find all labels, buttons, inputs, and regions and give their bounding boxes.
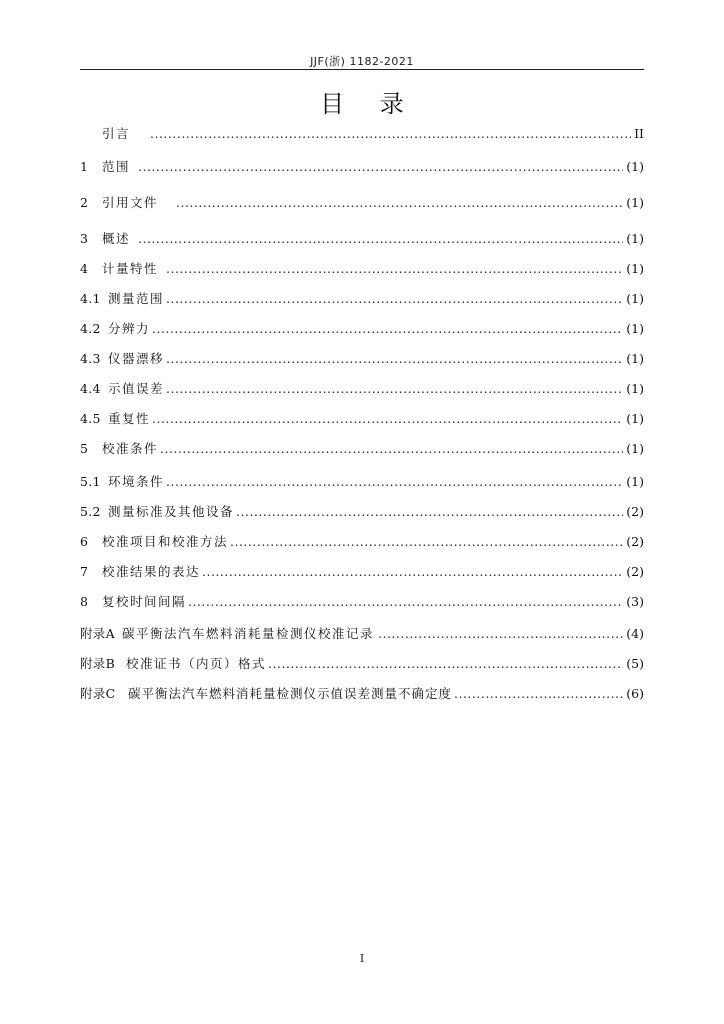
toc-leader-dots [378, 626, 623, 642]
toc-entry-page: (1) [626, 411, 644, 426]
toc-leader-dots [236, 504, 623, 520]
toc-entry-1[interactable] [80, 159, 644, 175]
toc-entry-page: (1) [626, 381, 644, 396]
toc-entry-5-2[interactable] [80, 504, 644, 520]
toc-entry-title: 重复性 [108, 411, 151, 426]
toc-leader-dots [268, 656, 623, 672]
toc-leader-dots [150, 126, 631, 142]
toc-entry-introduction[interactable] [80, 126, 644, 142]
toc-entry-number: 4.4 [80, 381, 101, 396]
toc-entry-title: 校准证书（内页）格式 [126, 656, 267, 671]
toc-entry-number: 5.1 [80, 474, 101, 489]
toc-leader-dots [176, 195, 623, 211]
toc-entry-5[interactable] [80, 441, 644, 457]
toc-entry-title: 测量范围 [108, 291, 165, 306]
toc-entry-appendix-a[interactable] [80, 626, 644, 642]
toc-entry-number: 6 [80, 534, 89, 549]
toc-entry-title: 碳平衡法汽车燃料消耗量检测仪校准记录 [122, 626, 375, 641]
toc-entry-number: 5.2 [80, 504, 101, 519]
toc-entry-title: 校准结果的表达 [102, 564, 201, 579]
toc-entry-4-4[interactable] [80, 381, 644, 397]
toc-entry-6[interactable] [80, 534, 644, 550]
toc-entry-title: 范围 [102, 159, 131, 174]
toc-leader-dots [454, 686, 623, 702]
toc-entry-page: (4) [626, 626, 644, 641]
toc-entry-number: 2 [80, 195, 89, 210]
toc-entry-page: (1) [626, 351, 644, 366]
toc-entry-8[interactable] [80, 594, 644, 610]
toc-entry-page: (2) [626, 504, 644, 519]
toc-leader-dots [166, 474, 623, 490]
toc-entry-4-1[interactable] [80, 291, 644, 307]
toc-entry-page: (3) [626, 594, 644, 609]
toc-entry-number: 3 [80, 231, 89, 246]
toc-entry-4-3[interactable] [80, 351, 644, 367]
toc-leader-dots [152, 321, 623, 337]
toc-entry-page: (1) [626, 474, 644, 489]
toc-entry-title: 测量标准及其他设备 [108, 504, 235, 519]
toc-leader-dots [138, 231, 623, 247]
toc-entry-4-5[interactable] [80, 411, 644, 427]
page-number: I [359, 952, 365, 965]
toc-leader-dots [230, 534, 623, 550]
toc-entry-page: (5) [626, 656, 644, 671]
toc-entry-number: 4.1 [80, 291, 101, 306]
toc-entry-title: 仪器漂移 [108, 351, 165, 366]
toc-leader-dots [202, 564, 623, 580]
toc-entry-number: 8 [80, 594, 89, 609]
toc-entry-title: 复校时间间隔 [102, 594, 187, 609]
toc-leader-dots [166, 351, 623, 367]
toc-entry-appendix-b[interactable] [80, 656, 644, 672]
toc-entry-number: 1 [80, 159, 89, 174]
toc-entry-number: 附录B [80, 656, 116, 671]
toc-entry-page: (2) [626, 564, 644, 579]
header-rule [80, 69, 644, 70]
toc-entry-number: 附录C [80, 686, 116, 701]
toc-entry-number: 4.2 [80, 321, 101, 336]
toc-entry-number: 4.5 [80, 411, 101, 426]
toc-entry-page: (1) [626, 291, 644, 306]
toc-leader-dots [138, 159, 623, 175]
toc-entry-page: (1) [626, 441, 644, 456]
toc-leader-dots [152, 411, 623, 427]
toc-entry-3[interactable] [80, 231, 644, 247]
toc-entry-page: (1) [626, 195, 644, 210]
toc-entry-number: 7 [80, 564, 89, 579]
toc-entry-title: 概述 [102, 231, 131, 246]
toc-entry-title: 计量特性 [102, 261, 159, 276]
toc-entry-2[interactable] [80, 195, 644, 211]
toc-entry-4[interactable] [80, 261, 644, 277]
toc-entry-number: 5 [80, 441, 89, 456]
toc-entry-title: 环境条件 [108, 474, 165, 489]
page-title: 目 录 [320, 90, 418, 118]
toc-leader-dots [166, 261, 623, 277]
toc-leader-dots [166, 291, 623, 307]
toc-leader-dots [188, 594, 623, 610]
toc-entry-title: 引言 [102, 126, 131, 141]
toc-entry-page: (1) [626, 321, 644, 336]
toc-entry-5-1[interactable] [80, 474, 644, 490]
toc-entry-appendix-c[interactable] [80, 686, 644, 702]
toc-entry-page: (2) [626, 534, 644, 549]
toc-leader-dots [166, 381, 623, 397]
document-code-header: JJF(浙) 1182-2021 [310, 55, 414, 68]
toc-leader-dots [160, 441, 623, 457]
toc-entry-title: 引用文件 [102, 195, 159, 210]
toc-entry-page: (1) [626, 261, 644, 276]
toc-entry-number: 4.3 [80, 351, 101, 366]
toc-entry-number: 4 [80, 261, 89, 276]
toc-entry-title: 分辨力 [108, 321, 151, 336]
toc-entry-7[interactable] [80, 564, 644, 580]
toc-entry-4-2[interactable] [80, 321, 644, 337]
toc-entry-page: (6) [626, 686, 644, 701]
toc-entry-page: (1) [626, 231, 644, 246]
toc-entry-title: 示值误差 [108, 381, 165, 396]
toc-entry-number: 附录A [80, 626, 115, 641]
toc-entry-page: II [634, 126, 644, 141]
toc-entry-title: 校准条件 [102, 441, 159, 456]
toc-entry-page: (1) [626, 159, 644, 174]
toc-entry-title: 碳平衡法汽车燃料消耗量检测仪示值误差测量不确定度 [128, 686, 453, 701]
toc-entry-title: 校准项目和校准方法 [102, 534, 229, 549]
